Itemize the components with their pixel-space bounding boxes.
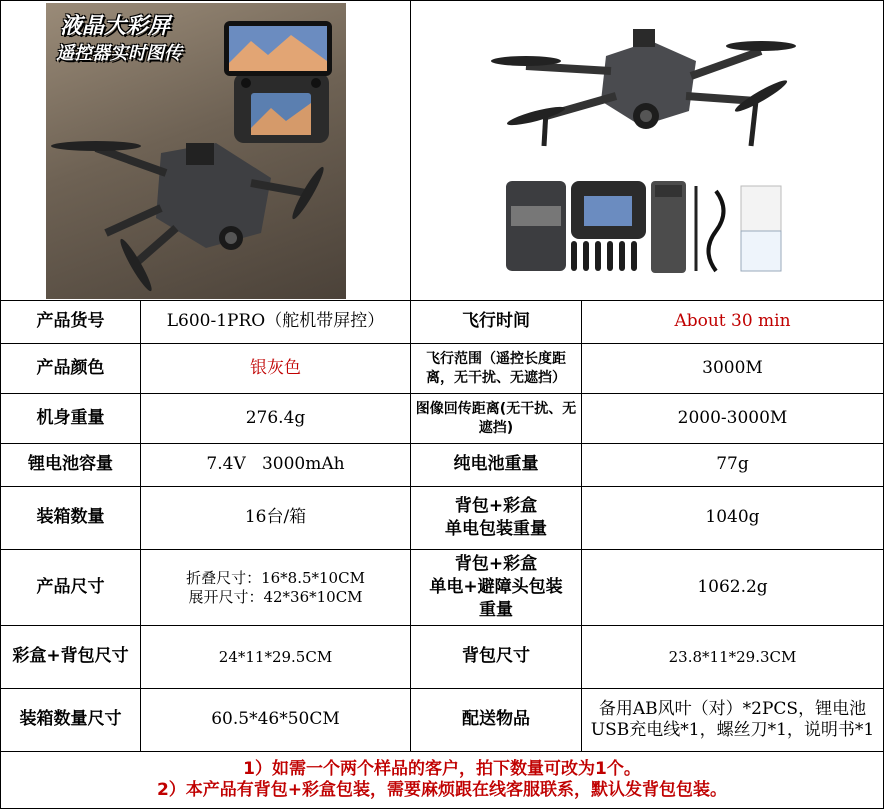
label-body-weight: 机身重量: [1, 394, 141, 444]
label-package-weight-obstacle-line2: 单电+避障头包装: [429, 577, 563, 598]
notes-cell: [1, 752, 884, 809]
value-package-weight: 1040g: [582, 487, 884, 550]
drone-and-accessories-image: [411, 1, 881, 299]
label-package-weight: [411, 487, 582, 550]
value-video-range: 2000-3000M: [582, 394, 884, 444]
label-package-weight-obstacle-line1: 背包+彩盒: [454, 554, 538, 575]
label-flight-range: 飞行范围（遥控长度距离，无干扰、无遮挡）: [411, 344, 582, 394]
label-box-backpack-size: 彩盒+背包尺寸: [1, 626, 141, 689]
folded-size: 折叠尺寸：16*8.5*10CM: [186, 568, 365, 587]
label-product-color: 产品颜色: [1, 344, 141, 394]
value-battery-capacity: 7.4V 3000mAh: [141, 444, 411, 487]
note-line-1: 1）如需一个两个样品的客户，拍下数量可改为1个。: [243, 758, 641, 779]
label-package-weight-obstacle: [411, 550, 582, 626]
value-flight-range: 3000M: [582, 344, 884, 394]
controller-drone-photo: [46, 3, 346, 299]
value-product-size: [141, 550, 411, 626]
label-product-size: 产品尺寸: [1, 550, 141, 626]
value-package-weight-obstacle: 1062.2g: [582, 550, 884, 626]
image-caption-line1: 液晶大彩屏: [60, 14, 171, 39]
package-photo-cell: [411, 1, 884, 301]
label-flight-time: 飞行时间: [411, 301, 582, 344]
value-battery-weight: 77g: [582, 444, 884, 487]
label-carton-size: 装箱数量尺寸: [1, 689, 141, 752]
label-carton-qty: 装箱数量: [1, 487, 141, 550]
label-included-items: 配送物品: [411, 689, 582, 752]
label-battery-weight: 纯电池重量: [411, 444, 582, 487]
value-flight-time: About 30 min: [582, 301, 884, 344]
value-included-items: 备用AB风叶（对）*2PCS，锂电池USB充电线*1，螺丝刀*1，说明书*1: [582, 689, 884, 752]
label-package-weight-line2: 单电包装重量: [445, 519, 547, 539]
label-package-weight-line1: 背包+彩盒: [454, 496, 538, 517]
value-body-weight: 276.4g: [141, 394, 411, 444]
label-video-range: 图像回传距离(无干扰、无遮挡): [411, 394, 582, 444]
value-product-color: 银灰色: [141, 344, 411, 394]
drone-package-photo: [411, 1, 881, 299]
unfolded-size: 展开尺寸：42*36*10CM: [188, 587, 363, 606]
label-battery-capacity: 锂电池容量: [1, 444, 141, 487]
value-carton-qty: 16台/箱: [141, 487, 411, 550]
image-caption-line2: 遥控器实时图传: [56, 43, 182, 64]
value-carton-size: 60.5*46*50CM: [141, 689, 411, 752]
label-package-weight-obstacle-line3: 重量: [479, 599, 513, 620]
note-line-2: 2）本产品有背包+彩盒包装，需要麻烦跟在线客服联系，默认发背包包装。: [156, 780, 728, 800]
value-box-backpack-size: 24*11*29.5CM: [141, 626, 411, 689]
label-backpack-size: 背包尺寸: [411, 626, 582, 689]
product-photo-cell: [1, 1, 411, 301]
value-product-code: L600-1PRO（舵机带屏控）: [141, 301, 411, 344]
value-backpack-size: 23.8*11*29.3CM: [582, 626, 884, 689]
label-product-code: 产品货号: [1, 301, 141, 344]
